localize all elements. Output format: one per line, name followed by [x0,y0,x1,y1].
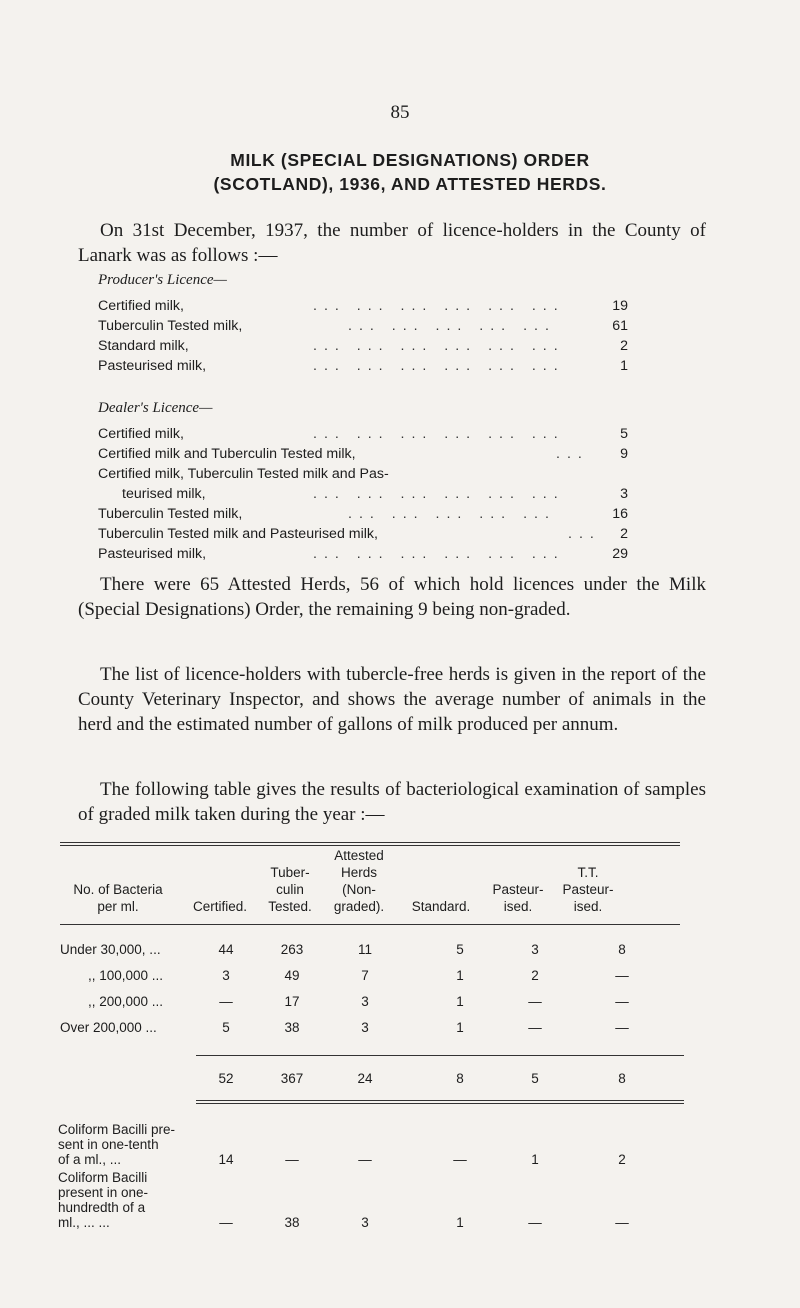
total-tt-pasteurised: 8 [618,1071,626,1086]
coliform-label: Coliform Bacilli pre- sent in one-tenth of a ml., ... [58,1122,176,1167]
licence-label: Tuberculin Tested milk and Pasteurised milk, [98,526,378,542]
cell-standard: 5 [456,942,464,957]
total-tuberculin: 367 [280,1071,304,1086]
table-top-rule [60,845,680,846]
cell-attested: 3 [361,994,369,1009]
cell-certified: 3 [222,968,230,983]
cell-tuberculin: 17 [284,994,300,1009]
row-label: Under 30,000, ... [60,942,161,957]
licence-label: Certified milk, Tuberculin Tested milk and Pas- [98,466,389,482]
licence-label: Standard milk, [98,338,189,354]
leader-dots: ... ... ... ... ... ... [313,298,565,314]
cell-pasteurised: — [528,1215,542,1230]
row-label: Over 200,000 ... [60,1020,157,1035]
total-pasteurised: 5 [531,1071,539,1086]
leader-dots: ... [568,526,601,542]
list-item [98,296,628,316]
leader-dots: ... ... ... ... ... ... [313,426,565,442]
totals-bottom-rule [196,1103,684,1104]
cell-tuberculin: 263 [280,942,304,957]
cell-standard: 1 [456,1020,464,1035]
cell-tt-pasteurised: 2 [618,1152,626,1167]
total-certified: 52 [218,1071,234,1086]
dealer-heading: Dealer's Licence— [98,400,213,416]
header-pasteurised: Pasteur- ised. [492,882,544,914]
page-title [80,148,740,196]
licence-count: 19 [612,298,628,314]
leader-dots: ... ... ... ... ... ... [313,546,565,562]
row-label: ,, 100,000 ... [88,968,164,983]
cell-pasteurised: 2 [531,968,539,983]
cell-attested: 7 [361,968,369,983]
cell-tuberculin: 38 [284,1215,300,1230]
licence-label: teurised milk, [122,486,206,502]
cell-tt-pasteurised: 8 [618,942,626,957]
header-tuberculin: Tuber- culin Tested. [268,865,312,914]
table-intro-paragraph: The following table gives the results of bacteriological examination of samples of graded milk taken during the year :— [78,779,706,825]
attested-herds-paragraph: There were 65 Attested Herds, 56 of which hold licences under the Milk (Special Designations) Order, the remaining 9 being non-graded. [78,574,706,620]
licence-label: Pasteurised milk, [98,546,207,562]
licence-count: 9 [620,446,628,462]
header-standard: Standard. [411,899,471,914]
licence-label: Certified milk, [98,426,184,442]
cell-tuberculin: 49 [284,968,300,983]
cell-standard: 1 [456,1215,464,1230]
row-label: ,, 200,000 ... [88,994,164,1009]
licence-label: Tuberculin Tested milk, [98,506,243,522]
licence-count: 16 [612,506,628,522]
leader-dots: ... ... ... ... ... ... [313,338,565,354]
title-line-2: (SCOTLAND), 1936, AND ATTESTED HERDS. [213,174,607,194]
cell-tt-pasteurised: — [615,994,629,1009]
list-item [98,424,628,444]
cell-certified: 44 [218,942,234,957]
cell-certified: 5 [222,1020,230,1035]
table-top-rule [60,842,680,843]
cell-standard: — [453,1152,467,1167]
page-number: 85 [390,102,410,123]
cell-tt-pasteurised: — [615,1020,629,1035]
cell-tt-pasteurised: — [615,1215,629,1230]
licence-label: Certified milk, [98,298,184,314]
header-rule [60,924,680,925]
licence-count: 29 [612,546,628,562]
list-item [98,336,628,356]
leader-dots: ... ... ... ... ... [348,318,556,334]
cell-tt-pasteurised: — [615,968,629,983]
cell-certified: — [219,994,233,1009]
header-bacteria: No. of Bacteria per ml. [73,882,163,914]
licence-count: 1 [620,358,628,374]
list-item [98,356,628,376]
cell-pasteurised: 1 [531,1152,539,1167]
cell-certified: 14 [218,1152,234,1167]
list-item [98,316,628,336]
list-item [98,484,628,504]
dealer-list [98,424,628,564]
licence-label: Certified milk and Tuberculin Tested milk, [98,446,356,462]
list-item [98,544,628,564]
cell-attested: 11 [357,942,372,957]
licence-count: 2 [620,526,628,542]
list-item [98,464,628,484]
cell-attested: 3 [361,1020,369,1035]
total-standard: 8 [456,1071,464,1086]
licence-count: 2 [620,338,628,354]
header-tt-pasteurised: T.T. Pasteur- ised. [562,865,614,914]
header-certified: Certified. [192,899,248,914]
producer-heading: Producer's Licence— [98,272,227,288]
licence-count: 5 [620,426,628,442]
totals-rule [196,1055,684,1056]
header-attested: Attested Herds (Non- graded). [333,848,385,914]
cell-pasteurised: — [528,1020,542,1035]
producer-list [98,296,628,376]
cell-tuberculin: 38 [284,1020,300,1035]
leader-dots: ... ... ... ... ... [348,506,556,522]
licence-count: 3 [620,486,628,502]
total-attested: 24 [357,1071,373,1086]
leader-dots: ... [556,446,589,462]
cell-attested: 3 [361,1215,369,1230]
cell-standard: 1 [456,968,464,983]
leader-dots: ... ... ... ... ... ... [313,358,565,374]
cell-pasteurised: 3 [531,942,539,957]
leader-dots: ... ... ... ... ... ... [313,486,565,502]
title-line-1: MILK (SPECIAL DESIGNATIONS) ORDER [230,150,590,170]
cell-certified: — [219,1215,233,1230]
cell-attested: — [358,1152,372,1167]
cell-tuberculin: — [285,1152,299,1167]
licence-count: 61 [612,318,628,334]
list-item [98,444,628,464]
totals-bottom-rule [196,1100,684,1101]
cell-pasteurised: — [528,994,542,1009]
licence-label: Pasteurised milk, [98,358,207,374]
intro-paragraph: On 31st December, 1937, the number of licence-holders in the County of Lanark was as follows :— [78,220,706,266]
cell-standard: 1 [456,994,464,1009]
coliform-label: Coliform Bacilli present in one- hundredth of a ml., ... ... [58,1170,149,1230]
list-item [98,504,628,524]
licence-holders-paragraph: The list of licence-holders with tubercle-free herds is given in the report of the County Veterinary Inspector, and shows the average number of animals in the herd and the estimated number of gallons of milk produced per annum. [78,664,706,735]
licence-label: Tuberculin Tested milk, [98,318,243,334]
list-item [98,524,628,544]
